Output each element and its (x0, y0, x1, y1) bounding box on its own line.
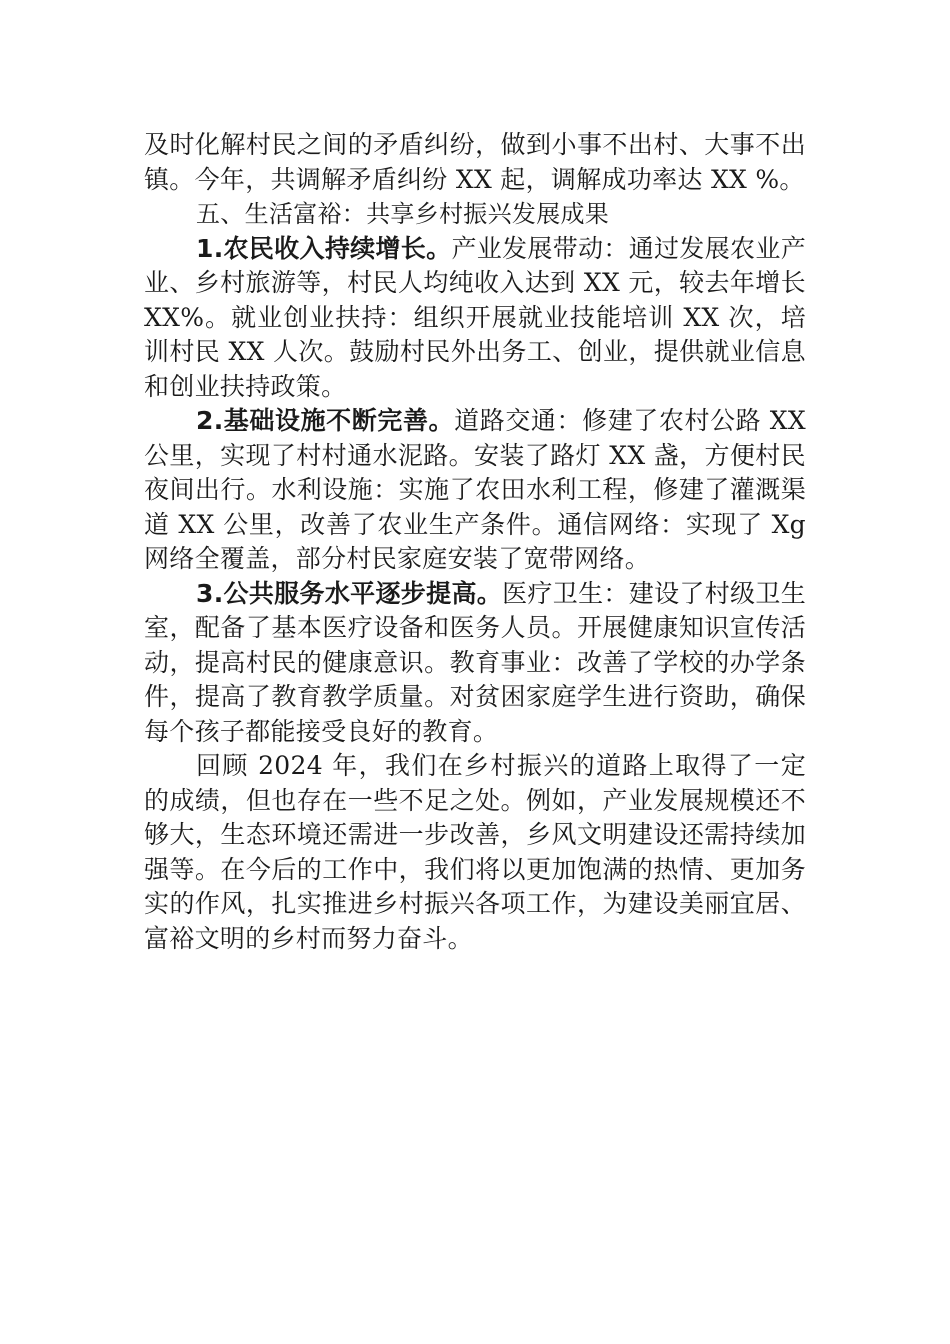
section-heading: 五、生活富裕：共享乡村振兴发展成果 (196, 200, 610, 228)
document-body (144, 128, 806, 956)
item-lead-1: 1.农民收入持续增长。 (196, 233, 452, 263)
item-paragraph-2 (144, 404, 806, 577)
item-body-3: 医疗卫生：建设了村级卫生室，配备了基本医疗设备和医务人员。开展健康知识宣传活动，提高村民的健康意识。教育事业：改善了学校的办学条件，提高了教育教学质量。对贫困家庭学生进行资助，确保每个孩子都能接受良好的教育。 (144, 578, 806, 746)
item-paragraph-1 (144, 232, 806, 405)
conclusion-paragraph: 回顾 2024 年，我们在乡村振兴的道路上取得了一定的成绩，但也存在一些不足之处。例如，产业发展规模还不够大，生态环境还需进一步改善，乡风文明建设还需持续加强等。在今后的工作中，我们将以更加饱满的热情、更加务实的作风，扎实推进乡村振兴各项工作，为建设美丽宜居、富裕文明的乡村而努力奋斗。 (144, 751, 806, 953)
item-lead-3: 3.公共服务水平逐步提高。 (196, 578, 503, 608)
item-lead-2: 2.基础设施不断完善。 (196, 406, 455, 435)
item-paragraph-3 (144, 577, 806, 750)
item-body-1: 产业发展带动：通过发展农业产业、乡村旅游等，村民人均纯收入达到 XX 元，较去年增长 XX%。就业创业扶持：组织开展就业技能培训 XX 次，培训村民 XX 人次。鼓励村民外出务工、创业，提供就业信息和创业扶持政策。 (144, 233, 806, 401)
continued-paragraph: 及时化解村民之间的矛盾纠纷，做到小事不出村、大事不出镇。今年，共调解矛盾纠纷 XX 起，调解成功率达 XX %。 (144, 130, 806, 194)
item-body-2: 道路交通：修建了农村公路 XX 公里，实现了村村通水泥路。安装了路灯 XX 盏，方便村民夜间出行。水利设施：实施了农田水利工程，修建了灌溉渠道 XX 公里，改善了农业生产条件。通信网络：实现了 Xg 网络全覆盖，部分村民家庭安装了宽带网络。 (144, 406, 806, 573)
